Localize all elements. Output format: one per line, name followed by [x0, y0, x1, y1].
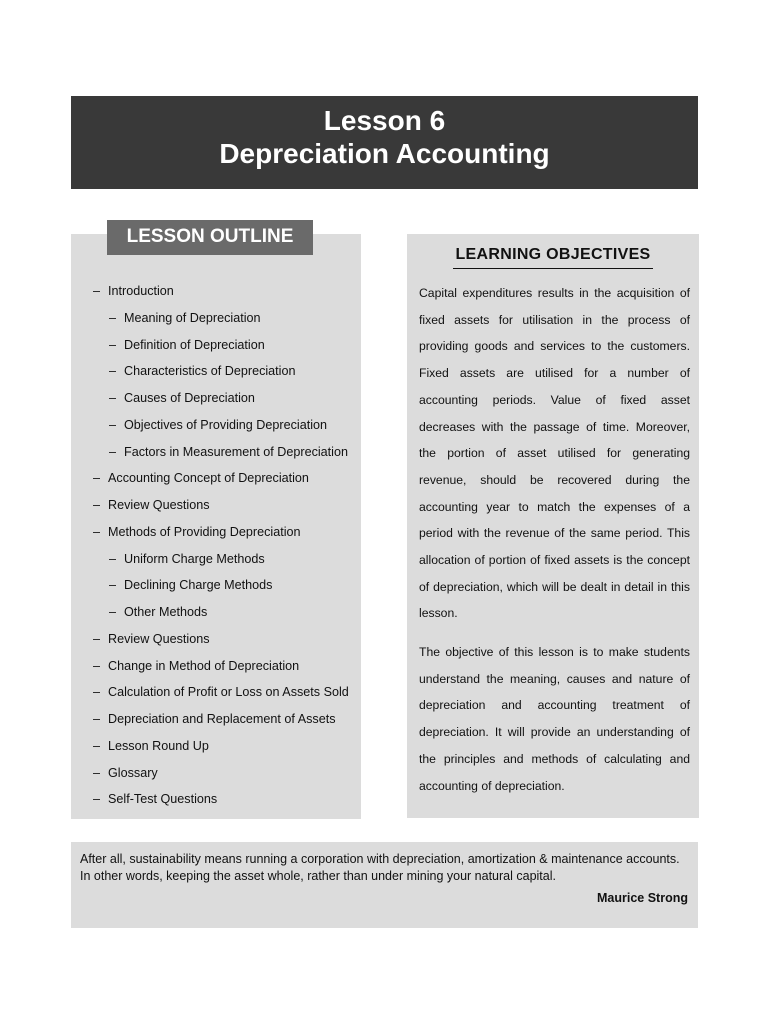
outline-item-dash: – — [93, 738, 101, 753]
outline-item-dash: – — [93, 524, 101, 539]
outline-item — [93, 283, 174, 299]
outline-item-label: Causes of Depreciation — [124, 391, 255, 405]
outline-item-label: Introduction — [108, 284, 174, 298]
outline-item-dash: – — [93, 765, 101, 780]
outline-item-label: Declining Charge Methods — [124, 578, 273, 593]
quote-text: After all, sustainability means running a corporation with depreciation, amortization & maintenance accounts. In other words, keeping the asset whole, rather than under mining your natural capital. — [80, 852, 680, 883]
outline-item-dash: – — [93, 712, 101, 726]
outline-item-dash: – — [109, 337, 117, 352]
outline-item — [109, 390, 255, 406]
outline-item-label: Definition of Depreciation — [124, 337, 265, 352]
outline-item — [93, 524, 301, 540]
outline-item — [93, 658, 299, 674]
outline-item — [93, 711, 336, 727]
outline-item-label: Depreciation and Replacement of Assets — [108, 712, 336, 726]
outline-item-label: Meaning of Depreciation — [124, 310, 261, 325]
outline-item-dash: – — [93, 498, 101, 512]
outline-item-dash: – — [93, 631, 101, 646]
outline-item-dash: – — [109, 310, 117, 325]
outline-item — [109, 363, 296, 379]
outline-item — [93, 470, 309, 486]
outline-item-dash: – — [109, 391, 117, 405]
outline-item-dash: – — [93, 471, 101, 486]
outline-item — [109, 337, 265, 353]
learning-objectives-panel — [407, 234, 699, 818]
outline-item-label: Other Methods — [124, 605, 208, 619]
outline-item-label: Review Questions — [108, 498, 210, 512]
objectives-paragraph-1: Capital expenditures results in the acquisition of fixed assets for utilisation in the process of providing goods and services to the customers. Fixed assets are utilised for a number of accounting periods. Value of fixed asset decreases with the passage of time. Moreover, the portion of asset utilised for generating revenue, should be recovered during the accounting year to match the expenses of a period with the revenue of the same period. This allocation of portion of fixed assets is the concept of depreciation, which will be dealt in detail in this lesson. — [419, 286, 690, 621]
outline-item-label: Methods of Providing Depreciation — [108, 524, 301, 539]
lesson-title: Depreciation Accounting — [219, 138, 550, 169]
outline-item-dash: – — [93, 685, 101, 700]
outline-item-dash: – — [93, 284, 101, 298]
outline-item-dash: – — [93, 658, 101, 673]
lesson-header — [71, 96, 698, 189]
outline-item — [93, 631, 210, 647]
lesson-number: Lesson 6 — [323, 105, 446, 136]
outline-item-dash: – — [109, 364, 117, 379]
outline-item-dash: – — [109, 444, 117, 459]
outline-item-dash: – — [109, 605, 117, 619]
outline-item-dash: – — [109, 551, 117, 566]
outline-item-label: Change in Method of Depreciation — [108, 658, 300, 673]
outline-item-dash: – — [93, 792, 101, 807]
outline-item-dash: – — [109, 578, 117, 593]
lesson-outline-heading: LESSON OUTLINE — [107, 220, 313, 255]
outline-item — [93, 497, 210, 513]
quote-panel — [71, 842, 698, 928]
outline-item — [93, 738, 209, 754]
outline-item — [93, 765, 158, 781]
lesson-outline-list — [71, 234, 361, 819]
objectives-paragraph-2: The objective of this lesson is to make students understand the meaning, causes and nature of depreciation and accounting treatment of depreciation. It will provide an understanding of the principles and methods of calculating and accounting of depreciation. — [419, 645, 690, 793]
outline-item-label: Accounting Concept of Depreciation — [108, 471, 309, 486]
outline-item — [109, 444, 348, 460]
outline-item-label: Review Questions — [108, 631, 210, 646]
outline-item — [109, 417, 327, 433]
outline-item-label: Factors in Measurement of Depreciation — [124, 444, 348, 459]
outline-item — [109, 310, 261, 326]
outline-item — [109, 577, 272, 593]
quote-author: Maurice Strong — [597, 891, 688, 905]
outline-item-label: Calculation of Profit or Loss on Assets Sold — [108, 685, 349, 700]
outline-item-label: Objectives of Providing Depreciation — [124, 417, 328, 432]
outline-item-label: Self-Test Questions — [108, 792, 218, 807]
outline-item — [109, 551, 265, 567]
outline-item-label: Glossary — [108, 765, 158, 780]
learning-objectives-heading-text: LEARNING OBJECTIVES — [453, 246, 652, 269]
outline-item-label: Uniform Charge Methods — [124, 551, 265, 566]
outline-item — [93, 684, 349, 700]
outline-item-label: Characteristics of Depreciation — [124, 364, 296, 379]
outline-item — [109, 604, 207, 620]
outline-item-label: Lesson Round Up — [108, 738, 209, 753]
lesson-outline-panel — [71, 234, 361, 819]
outline-item — [93, 791, 217, 807]
learning-objectives-heading — [407, 246, 699, 269]
outline-item-dash: – — [109, 417, 117, 432]
